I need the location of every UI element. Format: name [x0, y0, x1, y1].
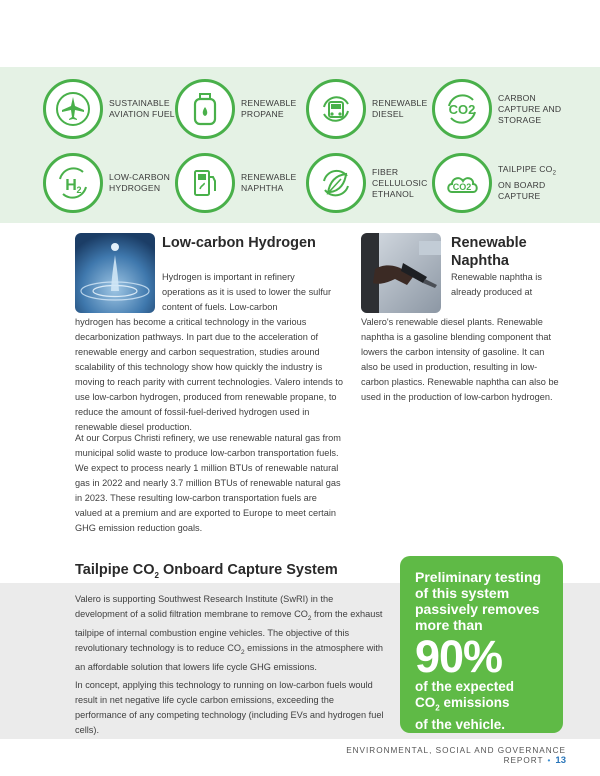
fuel-nozzle-photo	[361, 233, 441, 313]
callout-percent: 90%	[415, 631, 503, 682]
fuel-pump-icon	[175, 153, 235, 213]
tech-label: LOW-CARBON HYDROGEN	[109, 172, 171, 193]
tech-label: SUSTAINABLE AVIATION FUEL	[109, 98, 175, 119]
svg-text:CO2: CO2	[452, 182, 472, 192]
hydrogen-paragraph-intro: Hydrogen is important in refinery operations as it is used to lower the sulfur content of fuels. Low-carbon	[162, 272, 332, 312]
page-number: 13	[555, 755, 566, 766]
tech-label: RENEWABLE NAPHTHA	[241, 172, 297, 193]
svg-text:H: H	[65, 177, 77, 194]
callout-line-emissions: $CO_2$ emissions	[415, 695, 510, 713]
truck-icon	[306, 79, 366, 139]
co2-recycle-icon	[432, 79, 492, 139]
tech-label: TAILPIPE $CO_2$ ON BOARD CAPTURE	[498, 164, 557, 201]
tech-label: RENEWABLE PROPANE	[241, 98, 297, 119]
tailpipe-paragraph-1: Valero is supporting Southwest Research Institute (SwRI) in the development of a solid filtration membrane to remove $CO_2$ from the exhaust tailpipe of internal combustion engine vehicles. The objective of this revolutionary technology is to reduce $CO_2$ emissions in the atmosphere with an affordable solution that lowers life cycle GHG emissions.	[75, 594, 383, 672]
tech-sustainable-aviation-fuel	[43, 79, 175, 139]
tech-low-carbon-hydrogen	[43, 153, 175, 213]
footer-report-title: ENVIRONMENTAL, SOCIAL AND GOVERNANCE REPORT	[346, 746, 566, 765]
callout-box	[400, 556, 563, 733]
callout-intro: Preliminary testing of this system passively removes more than	[415, 569, 542, 633]
hydrogen-paragraph-2: At our Corpus Christi refinery, we use renewable natural gas from municipal solid waste to produce low-carbon transportation fuels. We expect to process nearly 1 million BTUs of renewable natural gas in 2022 and nearly 3.7 million BTUs of renewable natural gas in 2023. These resulting low-carbon transportation fuels are valued at a premium and are exported to Europe to meet certain GHG emission reduction goals.	[75, 433, 341, 533]
tech-tailpipe-co2-capture	[432, 153, 564, 213]
airplane-icon	[43, 79, 103, 139]
leaf-icon	[306, 153, 366, 213]
hydrogen-title: Low-carbon Hydrogen	[162, 235, 316, 251]
tech-renewable-diesel	[306, 79, 438, 139]
tech-label: FIBER CELLULOSIC ETHANOL	[372, 166, 428, 199]
tailpipe-paragraph-2: In concept, applying this technology to running on low-carbon fuels would result in net negative life cycle carbon emissions, exceeding the performance of any competing technology (including EVs and hydrogen fuel cells).	[75, 680, 384, 735]
tech-label: CARBON CAPTURE AND STORAGE	[498, 92, 562, 125]
tech-carbon-capture-storage	[432, 79, 564, 139]
svg-text:CO2: CO2	[448, 102, 476, 117]
naphtha-paragraph-1: Valero's renewable diesel plants. Renewable naphtha is a gasoline blending component that lowers the carbon intensity of gasoline. It can also be used in production, resulting in low-carbon plastics. Renewable naphtha can also be used in the production of low-carbon hydrogen.	[361, 317, 559, 402]
tech-renewable-naphtha	[175, 153, 307, 213]
tech-renewable-propane	[175, 79, 307, 139]
co2-cloud-icon	[432, 153, 492, 213]
hydrogen-paragraph-1: hydrogen has become a critical technology in the various decarbonization pathways. In part due to the acceleration of renewable energy and carbon sequestration, studies around scalability of this technology show how quickly the industry is moving to reach parity with current technologies. Valero intends to use low-carbon hydrogen, produced from renewable propane, to reduce the amount of fossil-fuel-derived hydrogen used in renewable diesel production.	[75, 317, 343, 432]
h2-icon	[43, 153, 103, 213]
callout-line-vehicle: of the vehicle.	[415, 716, 506, 732]
tech-label: RENEWABLE DIESEL	[372, 98, 428, 119]
callout-line-expected: of the expected	[415, 679, 515, 694]
svg-text:2: 2	[76, 185, 82, 195]
footer-separator: •	[547, 756, 552, 765]
water-droplet-photo	[75, 233, 155, 313]
naphtha-paragraph-intro: Renewable naphtha is already produced at	[451, 272, 542, 297]
tech-fiber-cellulosic-ethanol	[306, 153, 438, 213]
page-footer	[314, 746, 566, 766]
naphtha-title: Renewable Naphtha	[451, 235, 527, 269]
propane-tank-icon	[175, 79, 235, 139]
tailpipe-title: Tailpipe $CO_2$ Onboard Capture System	[75, 562, 338, 580]
